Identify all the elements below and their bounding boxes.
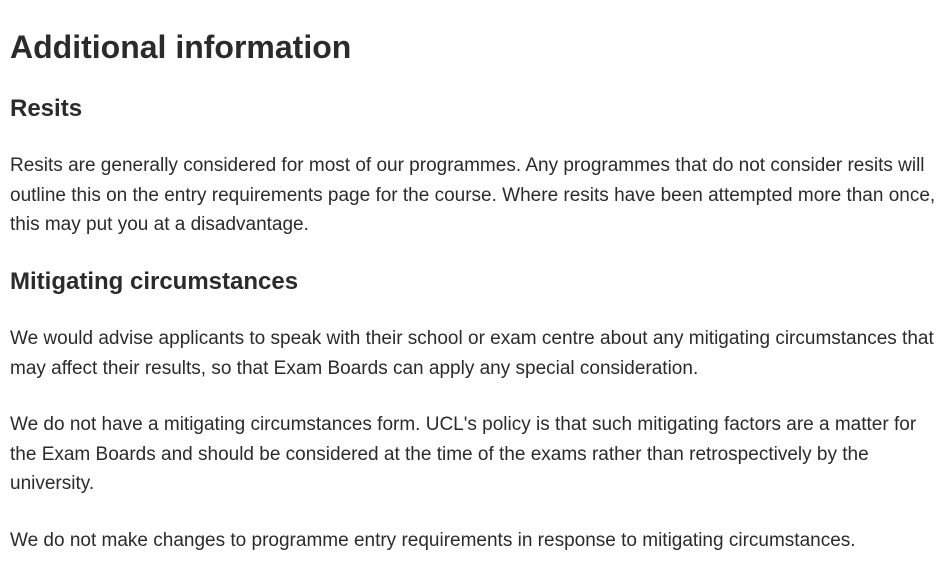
mitigating-paragraph-policy: We do not have a mitigating circumstances form. UCL's policy is that such mitigating factors are a matter for the Exam Boards and should be considered at the time of the exams rather than retrospectively by the university. bbox=[10, 414, 917, 494]
page-title: Additional information bbox=[10, 29, 352, 65]
resits-paragraph: Resits are generally considered for most of our programmes. Any programmes that do not consider resits will outline this on the entry requirements page for the course. Where resits have been attempted more than once, this may put you at a disadvantage. bbox=[10, 155, 936, 235]
section-heading-resits: Resits bbox=[10, 95, 83, 122]
mitigating-paragraph-entry-requirements: We do not make changes to programme entry requirements in response to mitigating circumstances. bbox=[10, 530, 856, 551]
mitigating-paragraph-advice: We would advise applicants to speak with their school or exam centre about any mitigating circumstances that may affect their results, so that Exam Boards can apply any special consideration. bbox=[10, 328, 934, 379]
section-heading-mitigating-circumstances: Mitigating circumstances bbox=[10, 268, 299, 295]
